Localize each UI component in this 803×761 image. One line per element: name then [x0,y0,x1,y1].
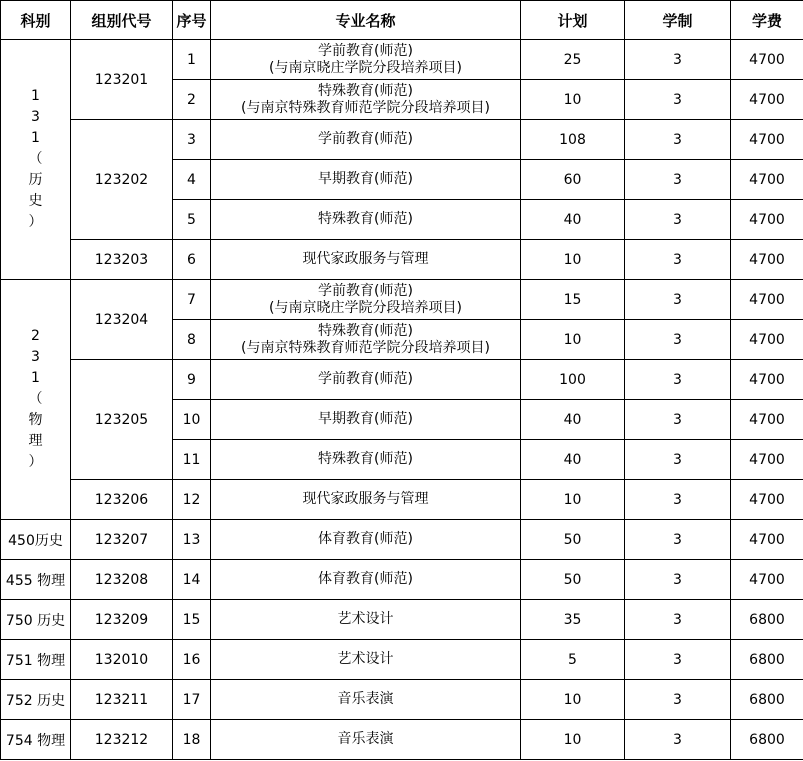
seq-cell: 7 [173,280,211,320]
fee-cell: 4700 [731,40,803,80]
seq-cell: 13 [173,520,211,560]
seq-cell: 12 [173,480,211,520]
years-cell: 3 [625,160,731,200]
plan-cell: 15 [521,280,625,320]
seq-cell: 11 [173,440,211,480]
major-cell: 特殊教育(师范) (与南京特殊教育师范学院分段培养项目) [211,80,521,120]
major-cell: 学前教育(师范) (与南京晓庄学院分段培养项目) [211,280,521,320]
plan-cell: 25 [521,40,625,80]
major-cell: 音乐表演 [211,680,521,720]
years-cell: 3 [625,400,731,440]
major-cell: 早期教育(师范) [211,400,521,440]
fee-cell: 6800 [731,720,803,760]
years-cell: 3 [625,320,731,360]
fee-cell: 4700 [731,400,803,440]
table-row [1,680,803,720]
table-row [1,520,803,560]
group-code-cell: 123207 [71,520,173,560]
seq-cell: 4 [173,160,211,200]
plan-cell: 5 [521,640,625,680]
major-cell: 音乐表演 [211,720,521,760]
fee-cell: 4700 [731,80,803,120]
subject-cell: 752 历史 [1,680,71,720]
years-cell: 3 [625,120,731,160]
years-cell: 3 [625,440,731,480]
subject-cell: 455 物理 [1,560,71,600]
fee-cell: 4700 [731,520,803,560]
group-code-cell: 123212 [71,720,173,760]
group-code-cell: 123208 [71,560,173,600]
years-cell: 3 [625,720,731,760]
plan-cell: 10 [521,320,625,360]
seq-cell: 2 [173,80,211,120]
header-group-code: 组别代号 [71,1,173,40]
seq-cell: 10 [173,400,211,440]
years-cell: 3 [625,560,731,600]
seq-cell: 5 [173,200,211,240]
seq-cell: 15 [173,600,211,640]
subject-cell: 751 物理 [1,640,71,680]
seq-cell: 9 [173,360,211,400]
header-years: 学制 [625,1,731,40]
header-fee: 学费 [731,1,803,40]
major-cell: 特殊教育(师范) (与南京特殊教育师范学院分段培养项目) [211,320,521,360]
group-code-cell: 123211 [71,680,173,720]
table-row [1,640,803,680]
table-row [1,720,803,760]
years-cell: 3 [625,640,731,680]
table-row [1,560,803,600]
years-cell: 3 [625,240,731,280]
plan-cell: 60 [521,160,625,200]
years-cell: 3 [625,40,731,80]
years-cell: 3 [625,520,731,560]
plan-cell: 100 [521,360,625,400]
years-cell: 3 [625,280,731,320]
major-cell: 艺术设计 [211,640,521,680]
seq-cell: 8 [173,320,211,360]
table-row [1,120,803,160]
major-cell: 学前教育(师范) [211,360,521,400]
subject-cell: 750 历史 [1,600,71,640]
fee-cell: 4700 [731,560,803,600]
years-cell: 3 [625,80,731,120]
header-major-name: 专业名称 [211,1,521,40]
major-cell: 现代家政服务与管理 [211,480,521,520]
group-code-cell: 123205 [71,360,173,480]
table-row [1,600,803,640]
group-code-cell: 123206 [71,480,173,520]
plan-cell: 10 [521,80,625,120]
fee-cell: 4700 [731,320,803,360]
seq-cell: 14 [173,560,211,600]
years-cell: 3 [625,360,731,400]
plan-cell: 10 [521,240,625,280]
fee-cell: 4700 [731,440,803,480]
years-cell: 3 [625,200,731,240]
fee-cell: 4700 [731,360,803,400]
plan-cell: 10 [521,480,625,520]
subject-cell: 450历史 [1,520,71,560]
plan-cell: 35 [521,600,625,640]
group-code-cell: 123209 [71,600,173,640]
plan-cell: 10 [521,720,625,760]
table-row [1,360,803,400]
plan-cell: 40 [521,440,625,480]
header-seq: 序号 [173,1,211,40]
plan-cell: 40 [521,400,625,440]
table-row [1,40,803,80]
plan-cell: 50 [521,560,625,600]
major-cell: 特殊教育(师范) [211,440,521,480]
table-row [1,240,803,280]
major-cell: 早期教育(师范) [211,160,521,200]
seq-cell: 3 [173,120,211,160]
seq-cell: 16 [173,640,211,680]
years-cell: 3 [625,600,731,640]
group-code-cell: 123202 [71,120,173,240]
years-cell: 3 [625,480,731,520]
fee-cell: 6800 [731,680,803,720]
group-code-cell: 123204 [71,280,173,360]
subject-cell: 754 物理 [1,720,71,760]
subject-cell-history: 1 3 1 （ 历 史 ） [1,40,71,280]
major-cell: 特殊教育(师范) [211,200,521,240]
subject-cell-physics: 2 3 1 （ 物 理 ） [1,280,71,520]
years-cell: 3 [625,680,731,720]
plan-cell: 10 [521,680,625,720]
major-cell: 学前教育(师范) (与南京晓庄学院分段培养项目) [211,40,521,80]
seq-cell: 17 [173,680,211,720]
header-plan: 计划 [521,1,625,40]
major-cell: 学前教育(师范) [211,120,521,160]
plan-cell: 50 [521,520,625,560]
header-row [1,1,803,40]
table-row [1,280,803,320]
fee-cell: 4700 [731,120,803,160]
fee-cell: 4700 [731,280,803,320]
seq-cell: 1 [173,40,211,80]
fee-cell: 6800 [731,600,803,640]
group-code-cell: 123203 [71,240,173,280]
group-code-cell: 123201 [71,40,173,120]
seq-cell: 6 [173,240,211,280]
fee-cell: 4700 [731,160,803,200]
plan-cell: 108 [521,120,625,160]
fee-cell: 4700 [731,240,803,280]
major-cell: 艺术设计 [211,600,521,640]
fee-cell: 4700 [731,200,803,240]
major-cell: 体育教育(师范) [211,520,521,560]
fee-cell: 6800 [731,640,803,680]
header-subject: 科别 [1,1,71,40]
seq-cell: 18 [173,720,211,760]
table-row [1,480,803,520]
major-cell: 现代家政服务与管理 [211,240,521,280]
major-cell: 体育教育(师范) [211,560,521,600]
group-code-cell: 132010 [71,640,173,680]
plan-cell: 40 [521,200,625,240]
fee-cell: 4700 [731,480,803,520]
